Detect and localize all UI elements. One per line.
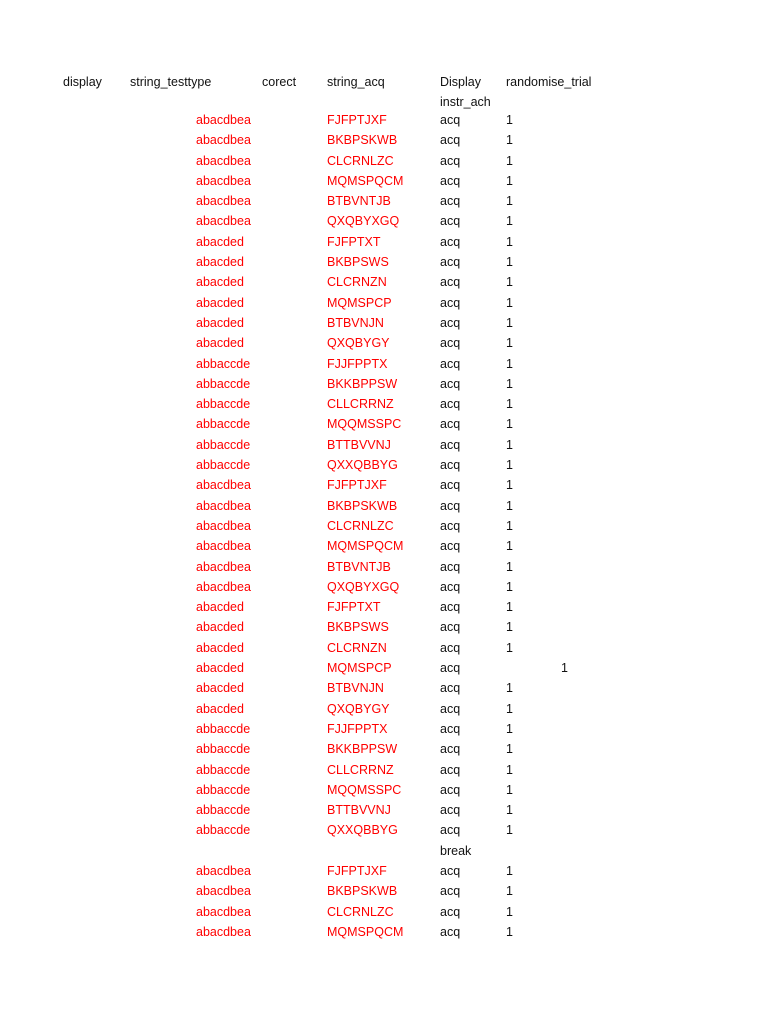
cell-display-instr: acq xyxy=(440,417,461,432)
cell-string-testtype: abacdbea xyxy=(196,539,251,554)
cell-display-instr: acq xyxy=(440,397,461,412)
cell-string-testtype: abacdbea xyxy=(196,478,251,493)
cell-string-testtype: abbaccde xyxy=(196,742,251,757)
cell-string-acq: BTBVNJN xyxy=(327,681,384,696)
cell-display-instr: break xyxy=(440,843,472,858)
cell-display-instr: acq xyxy=(440,113,461,127)
cell-display-instr: acq xyxy=(440,478,461,493)
cell-display-instr: acq xyxy=(440,376,461,391)
cell-display-instr: acq xyxy=(440,863,461,878)
table-row xyxy=(0,658,768,678)
cell-string-testtype: abacdbea xyxy=(196,214,251,229)
cell-string-testtype: abacded xyxy=(196,681,244,696)
cell-string-testtype: abbaccde xyxy=(196,356,251,371)
cell-string-testtype: abbaccde xyxy=(196,721,251,736)
header-string-acq: string_acq xyxy=(327,75,385,89)
cell-display-instr: acq xyxy=(440,661,461,676)
table-row xyxy=(0,577,768,597)
cell-display-instr: acq xyxy=(440,194,461,209)
cell-display-instr: acq xyxy=(440,600,461,615)
cell-display-instr: acq xyxy=(440,782,461,797)
cell-randomise-trial: 1 xyxy=(506,762,513,777)
cell-randomise-trial: 1 xyxy=(506,234,513,249)
cell-string-acq: QXQBYXGQ xyxy=(327,214,400,229)
cell-display-instr: acq xyxy=(440,884,461,899)
header-display: display xyxy=(63,75,102,89)
cell-string-testtype: abacded xyxy=(196,234,244,249)
cell-string-testtype: abacded xyxy=(196,255,244,270)
cell-randomise-trial: 1 xyxy=(506,295,513,310)
cell-string-acq: CLLCRRNZ xyxy=(327,762,394,777)
cell-string-acq: QXQBYGY xyxy=(327,336,390,351)
cell-display-instr: acq xyxy=(440,904,461,919)
cell-display-instr: acq xyxy=(440,579,461,594)
cell-display-instr: acq xyxy=(440,173,461,188)
cell-string-testtype: abacded xyxy=(196,336,244,351)
cell-string-acq: FJFPTJXF xyxy=(327,113,387,127)
cell-string-acq: QXQBYXGQ xyxy=(327,579,400,594)
table-row xyxy=(0,536,768,556)
cell-string-acq: MQQMSSPC xyxy=(327,417,402,432)
table-row xyxy=(0,475,768,495)
cell-randomise-trial: 1 xyxy=(506,721,513,736)
cell-randomise-trial: 1 xyxy=(506,681,513,696)
cell-randomise-trial: 1 xyxy=(561,661,568,676)
cell-string-testtype: abbaccde xyxy=(196,376,251,391)
cell-display-instr: acq xyxy=(440,924,461,939)
header-display-instr-line1: Display xyxy=(440,75,481,89)
cell-randomise-trial: 1 xyxy=(506,113,513,127)
cell-string-acq: BKBPSWS xyxy=(327,620,389,635)
cell-randomise-trial: 1 xyxy=(506,376,513,391)
header-string-testtype: string_testtype xyxy=(130,75,212,89)
cell-randomise-trial: 1 xyxy=(506,539,513,554)
table-row xyxy=(0,130,768,150)
cell-randomise-trial: 1 xyxy=(506,904,513,919)
table-row xyxy=(0,293,768,313)
cell-display-instr: acq xyxy=(440,437,461,452)
cell-string-testtype: abacded xyxy=(196,600,244,615)
cell-string-acq: FJFPTXT xyxy=(327,234,381,249)
table-row xyxy=(0,739,768,759)
table-row xyxy=(0,557,768,577)
cell-display-instr: acq xyxy=(440,762,461,777)
header-row xyxy=(0,70,768,110)
cell-string-acq: MQMSPQCM xyxy=(327,924,404,939)
cell-display-instr: acq xyxy=(440,234,461,249)
cell-string-acq: MQQMSSPC xyxy=(327,782,402,797)
spreadsheet-page xyxy=(0,70,768,942)
cell-randomise-trial: 1 xyxy=(506,782,513,797)
cell-randomise-trial: 1 xyxy=(506,214,513,229)
cell-display-instr: acq xyxy=(440,742,461,757)
cell-string-acq: BTTBVVNJ xyxy=(327,437,391,452)
cell-string-testtype: abacdbea xyxy=(196,153,251,168)
cell-string-testtype: abacdbea xyxy=(196,518,251,533)
cell-string-acq: FJFPTJXF xyxy=(327,478,387,493)
cell-display-instr: acq xyxy=(440,681,461,696)
table-row xyxy=(0,313,768,333)
cell-randomise-trial: 1 xyxy=(506,579,513,594)
cell-randomise-trial: 1 xyxy=(506,397,513,412)
cell-string-testtype: abacdbea xyxy=(196,863,251,878)
table-row xyxy=(0,211,768,231)
table-row xyxy=(0,922,768,942)
cell-string-acq: QXXQBBYG xyxy=(327,458,398,473)
cell-randomise-trial: 1 xyxy=(506,336,513,351)
cell-randomise-trial: 1 xyxy=(506,742,513,757)
cell-string-acq: BTBVNTJB xyxy=(327,559,391,574)
cell-string-testtype: abacded xyxy=(196,275,244,290)
cell-string-acq: BKBPSKWB xyxy=(327,498,398,513)
cell-display-instr: acq xyxy=(440,518,461,533)
table-row xyxy=(0,272,768,292)
cell-string-acq: BKKBPPSW xyxy=(327,376,398,391)
table-row xyxy=(0,617,768,637)
table-row xyxy=(0,374,768,394)
cell-randomise-trial: 1 xyxy=(506,275,513,290)
cell-randomise-trial: 1 xyxy=(506,863,513,878)
table-row xyxy=(0,110,768,130)
cell-randomise-trial: 1 xyxy=(506,518,513,533)
cell-string-testtype: abacdbea xyxy=(196,133,251,148)
table-row xyxy=(0,496,768,516)
cell-randomise-trial: 1 xyxy=(506,356,513,371)
cell-string-testtype: abbaccde xyxy=(196,417,251,432)
cell-string-acq: QXXQBBYG xyxy=(327,823,398,838)
cell-string-testtype: abacdbea xyxy=(196,904,251,919)
cell-string-testtype: abacdbea xyxy=(196,884,251,899)
table-row xyxy=(0,151,768,171)
cell-string-testtype: abbaccde xyxy=(196,762,251,777)
cell-randomise-trial: 1 xyxy=(506,153,513,168)
cell-string-testtype: abacded xyxy=(196,701,244,716)
cell-display-instr: acq xyxy=(440,498,461,513)
cell-string-testtype: abbaccde xyxy=(196,437,251,452)
table-row xyxy=(0,516,768,536)
cell-string-testtype: abacdbea xyxy=(196,194,251,209)
cell-string-acq: CLCRNLZC xyxy=(327,904,394,919)
cell-randomise-trial: 1 xyxy=(506,417,513,432)
cell-string-acq: BTBVNJN xyxy=(327,315,384,330)
cell-string-acq: FJJFPPTX xyxy=(327,356,388,371)
cell-string-testtype: abacded xyxy=(196,620,244,635)
cell-string-acq: MQMSPQCM xyxy=(327,173,404,188)
cell-string-acq: CLCRNZN xyxy=(327,640,387,655)
cell-string-acq: BTTBVVNJ xyxy=(327,803,391,818)
cell-display-instr: acq xyxy=(440,701,461,716)
table-row xyxy=(0,719,768,739)
cell-display-instr: acq xyxy=(440,153,461,168)
cell-string-acq: BTBVNTJB xyxy=(327,194,391,209)
cell-string-testtype: abacded xyxy=(196,295,244,310)
cell-display-instr: acq xyxy=(440,315,461,330)
header-display-instr-line2: instr_ach xyxy=(440,95,491,109)
cell-randomise-trial: 1 xyxy=(506,478,513,493)
cell-string-acq: BKBPSKWB xyxy=(327,133,398,148)
cell-string-acq: BKKBPPSW xyxy=(327,742,398,757)
table-row xyxy=(0,354,768,374)
cell-randomise-trial: 1 xyxy=(506,640,513,655)
cell-randomise-trial: 1 xyxy=(506,600,513,615)
table-row xyxy=(0,881,768,901)
cell-string-acq: FJFPTJXF xyxy=(327,863,387,878)
cell-string-testtype: abbaccde xyxy=(196,823,251,838)
cell-display-instr: acq xyxy=(440,336,461,351)
table-row xyxy=(0,455,768,475)
cell-display-instr: acq xyxy=(440,214,461,229)
table-row xyxy=(0,861,768,881)
table-row xyxy=(0,678,768,698)
cell-string-testtype: abacded xyxy=(196,661,244,676)
table-row xyxy=(0,435,768,455)
cell-randomise-trial: 1 xyxy=(506,924,513,939)
cell-display-instr: acq xyxy=(440,295,461,310)
table-row xyxy=(0,191,768,211)
cell-display-instr: acq xyxy=(440,133,461,148)
cell-randomise-trial: 1 xyxy=(506,884,513,899)
cell-display-instr: acq xyxy=(440,458,461,473)
header-corect: corect xyxy=(262,75,297,89)
cell-randomise-trial: 1 xyxy=(506,559,513,574)
cell-string-testtype: abbaccde xyxy=(196,397,251,412)
table-row xyxy=(0,597,768,617)
cell-string-acq: CLCRNZN xyxy=(327,275,387,290)
cell-string-acq: MQMSPQCM xyxy=(327,539,404,554)
cell-string-acq: BKBPSWS xyxy=(327,255,389,270)
table-row xyxy=(0,820,768,840)
cell-string-testtype: abacdbea xyxy=(196,559,251,574)
table-row xyxy=(0,232,768,252)
table-row xyxy=(0,780,768,800)
cell-display-instr: acq xyxy=(440,721,461,736)
table-row xyxy=(0,394,768,414)
cell-string-acq: CLCRNLZC xyxy=(327,518,394,533)
cell-randomise-trial: 1 xyxy=(506,701,513,716)
cell-string-testtype: abacdbea xyxy=(196,924,251,939)
cell-display-instr: acq xyxy=(440,275,461,290)
cell-display-instr: acq xyxy=(440,803,461,818)
table-row xyxy=(0,902,768,922)
table-row xyxy=(0,841,768,861)
cell-string-testtype: abbaccde xyxy=(196,458,251,473)
cell-display-instr: acq xyxy=(440,255,461,270)
cell-randomise-trial: 1 xyxy=(506,194,513,209)
cell-randomise-trial: 1 xyxy=(506,620,513,635)
cell-string-testtype: abacdbea xyxy=(196,498,251,513)
cell-randomise-trial: 1 xyxy=(506,498,513,513)
header-randomise-trial: randomise_trial xyxy=(506,75,592,89)
table-row xyxy=(0,800,768,820)
cell-string-acq: CLLCRRNZ xyxy=(327,397,394,412)
cell-string-acq: QXQBYGY xyxy=(327,701,390,716)
table-row xyxy=(0,760,768,780)
cell-randomise-trial: 1 xyxy=(506,255,513,270)
table-row xyxy=(0,252,768,272)
cell-string-acq: FJJFPPTX xyxy=(327,721,388,736)
cell-string-acq: BKBPSKWB xyxy=(327,884,398,899)
table-row xyxy=(0,171,768,191)
cell-display-instr: acq xyxy=(440,640,461,655)
cell-string-testtype: abacdbea xyxy=(196,113,251,127)
cell-randomise-trial: 1 xyxy=(506,823,513,838)
cell-string-acq: MQMSPCP xyxy=(327,661,392,676)
data-rows xyxy=(0,110,768,942)
table-row xyxy=(0,699,768,719)
cell-string-acq: CLCRNLZC xyxy=(327,153,394,168)
cell-display-instr: acq xyxy=(440,620,461,635)
cell-randomise-trial: 1 xyxy=(506,437,513,452)
cell-string-testtype: abbaccde xyxy=(196,782,251,797)
cell-display-instr: acq xyxy=(440,356,461,371)
cell-randomise-trial: 1 xyxy=(506,315,513,330)
cell-string-acq: MQMSPCP xyxy=(327,295,392,310)
table-row xyxy=(0,333,768,353)
table-row xyxy=(0,414,768,434)
cell-randomise-trial: 1 xyxy=(506,173,513,188)
cell-display-instr: acq xyxy=(440,539,461,554)
cell-randomise-trial: 1 xyxy=(506,458,513,473)
cell-string-acq: FJFPTXT xyxy=(327,600,381,615)
cell-string-testtype: abacdbea xyxy=(196,173,251,188)
cell-randomise-trial: 1 xyxy=(506,803,513,818)
cell-string-testtype: abacdbea xyxy=(196,579,251,594)
cell-display-instr: acq xyxy=(440,559,461,574)
cell-string-testtype: abbaccde xyxy=(196,803,251,818)
table-row xyxy=(0,638,768,658)
cell-string-testtype: abacded xyxy=(196,315,244,330)
cell-string-testtype: abacded xyxy=(196,640,244,655)
cell-randomise-trial: 1 xyxy=(506,133,513,148)
cell-display-instr: acq xyxy=(440,823,461,838)
